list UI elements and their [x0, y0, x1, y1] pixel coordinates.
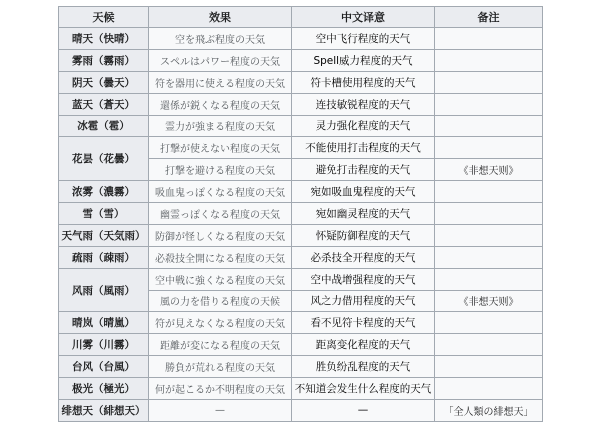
weather-effect: スペルはパワー程度の天気 [149, 49, 292, 71]
weather-translation: 符卡槽使用程度的天气 [292, 71, 435, 93]
table-row [59, 224, 543, 246]
weather-effect: 距離が変になる程度の天気 [149, 334, 292, 356]
weather-table [58, 6, 543, 422]
weather-note [435, 378, 543, 400]
table-row [59, 71, 543, 93]
weather-name: 绯想天（緋想天） [59, 399, 149, 421]
weather-translation: 必杀技全开程度的天气 [292, 246, 435, 268]
weather-effect: 還係が鋭くなる程度の天気 [149, 93, 292, 115]
weather-translation: 空中战增强程度的天气 [292, 268, 435, 290]
weather-note [435, 137, 543, 159]
weather-effect: 風の力を借りる程度の天候 [149, 290, 292, 312]
weather-note: 《非想天则》 [435, 290, 543, 312]
table-row [59, 28, 543, 50]
weather-effect: 吸血鬼っぽくなる程度の天気 [149, 181, 292, 203]
weather-note [435, 312, 543, 334]
weather-name: 晴岚（晴嵐） [59, 312, 149, 334]
weather-name: 风雨（風雨） [59, 268, 149, 312]
weather-translation: 距离变化程度的天气 [292, 334, 435, 356]
weather-name: 疏雨（疎雨） [59, 246, 149, 268]
weather-name: 极光（極光） [59, 378, 149, 400]
table-row [59, 334, 543, 356]
weather-effect: 符を器用に使える程度の天気 [149, 71, 292, 93]
table-row [59, 312, 543, 334]
weather-translation: 看不见符卡程度的天气 [292, 312, 435, 334]
weather-effect: 空を飛ぶ程度の天気 [149, 28, 292, 50]
weather-note [435, 246, 543, 268]
weather-translation: — [292, 399, 435, 421]
weather-name: 川雾（川霧） [59, 334, 149, 356]
header-chinese[interactable]: 中文译意 [292, 7, 435, 28]
weather-effect: 必殺技全開になる程度の天気 [149, 246, 292, 268]
table-row [59, 115, 543, 137]
table-row [59, 268, 543, 290]
weather-translation: 空中飞行程度的天气 [292, 28, 435, 50]
table-row [59, 137, 543, 159]
weather-name: 晴天（快晴） [59, 28, 149, 50]
weather-translation: 避免打击程度的天气 [292, 159, 435, 181]
weather-effect: 勝負が荒れる程度の天気 [149, 356, 292, 378]
weather-note [435, 224, 543, 246]
header-notes[interactable]: 备注 [435, 7, 543, 28]
table-row [59, 203, 543, 225]
weather-effect: 防御が怪しくなる程度の天気 [149, 224, 292, 246]
table-row [59, 356, 543, 378]
weather-name: 冰雹（雹） [59, 115, 149, 137]
weather-name: 天气雨（天気雨） [59, 224, 149, 246]
weather-note [435, 356, 543, 378]
header-effect[interactable]: 效果 [149, 7, 292, 28]
header-weather[interactable]: 天候 [59, 7, 149, 28]
weather-effect: 打撃を避ける程度の天気 [149, 159, 292, 181]
weather-effect: — [149, 399, 292, 421]
weather-translation: 胜负纷乱程度的天气 [292, 356, 435, 378]
weather-translation: 灵力强化程度的天气 [292, 115, 435, 137]
weather-name: 阴天（曇天） [59, 71, 149, 93]
table-row [59, 399, 543, 421]
weather-effect: 幽霊っぽくなる程度の天気 [149, 203, 292, 225]
weather-name: 雪（雪） [59, 203, 149, 225]
weather-note: 「全人類の緋想天」 [435, 399, 543, 421]
weather-effect: 何が起こるか不明程度の天気 [149, 378, 292, 400]
weather-translation: 风之力借用程度的天气 [292, 290, 435, 312]
weather-translation: 不知道会发生什么程度的天气 [292, 378, 435, 400]
weather-note [435, 93, 543, 115]
weather-translation: 宛如幽灵程度的天气 [292, 203, 435, 225]
weather-effect: 打撃が使えない程度の天気 [149, 137, 292, 159]
table-row [59, 181, 543, 203]
weather-effect: 空中戦に強くなる程度の天気 [149, 268, 292, 290]
table-row [59, 378, 543, 400]
weather-note: 《非想天则》 [435, 159, 543, 181]
weather-translation: 连技敏锐程度的天气 [292, 93, 435, 115]
weather-name: 蓝天（蒼天） [59, 93, 149, 115]
weather-note [435, 28, 543, 50]
weather-translation: 宛如吸血鬼程度的天气 [292, 181, 435, 203]
weather-effect: 符が見えなくなる程度の天気 [149, 312, 292, 334]
weather-name: 浓雾（濃霧） [59, 181, 149, 203]
table-row [59, 93, 543, 115]
weather-translation: 不能使用打击程度的天气 [292, 137, 435, 159]
table-row [59, 49, 543, 71]
weather-note [435, 334, 543, 356]
weather-name: 台风（台風） [59, 356, 149, 378]
weather-note [435, 181, 543, 203]
weather-note [435, 49, 543, 71]
weather-name: 雾雨（霧雨） [59, 49, 149, 71]
weather-note [435, 268, 543, 290]
weather-translation: 怀疑防御程度的天气 [292, 224, 435, 246]
weather-note [435, 203, 543, 225]
table-row [59, 246, 543, 268]
weather-note [435, 71, 543, 93]
weather-name: 花昙（花曇） [59, 137, 149, 181]
weather-effect: 霊力が強まる程度の天気 [149, 115, 292, 137]
weather-note [435, 115, 543, 137]
weather-translation: Spell威力程度的天气 [292, 49, 435, 71]
